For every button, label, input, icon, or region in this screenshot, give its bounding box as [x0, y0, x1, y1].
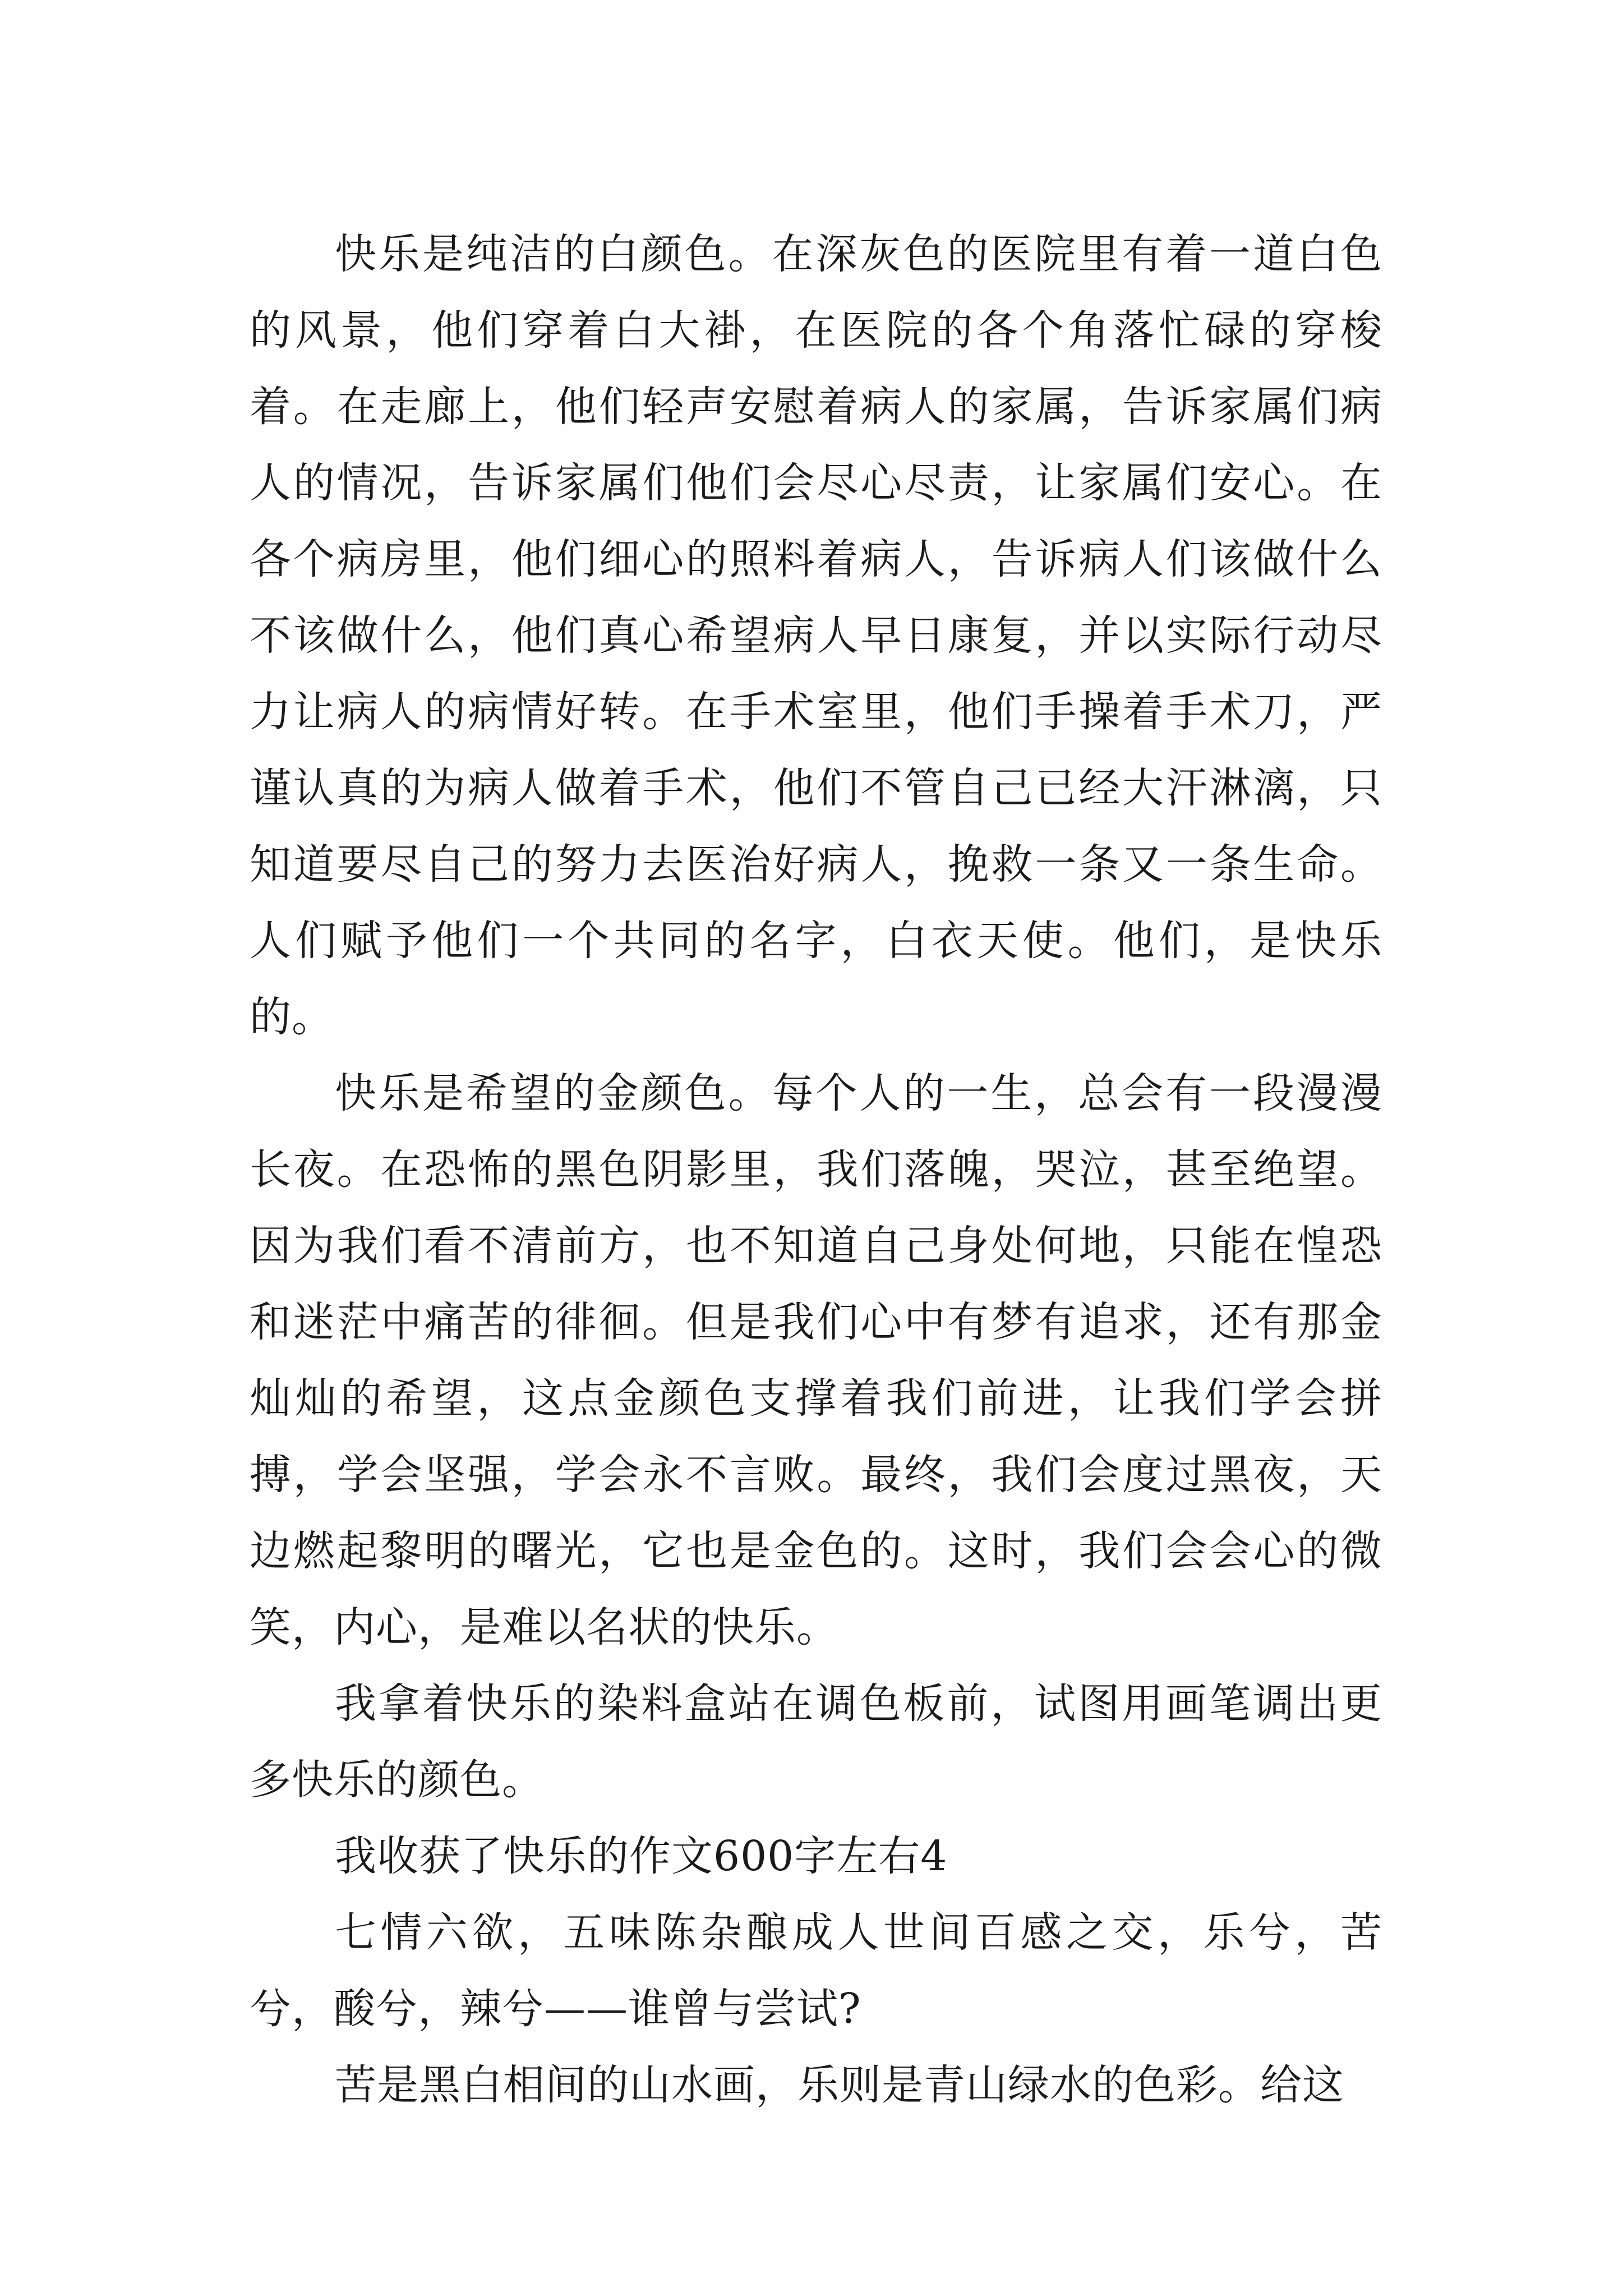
- essay-heading: 我收获了快乐的作文600字左右4: [335, 1832, 948, 1880]
- paragraph-gold-color: 快乐是希望的金颜色。每个人的一生，总会有一段漫漫长夜。在恐怖的黑色阴影里，我们落魄，哭泣，甚至绝望。因为我们看不清前方，也不知道自己身处何地，只能在惶恐和迷茫中痛苦的徘徊。但是我们心中有梦有追求，还有那金灿灿的希望，这点金颜色支撑着我们前进，让我们学会拼搏，学会坚强，学会永不言败。最终，我们会度过黑夜，天边燃起黎明的曙光，它也是金色的。这时，我们会会心的微笑，内心，是难以名状的快乐。: [250, 1069, 1382, 1651]
- paragraph-palette: 我拿着快乐的染料盒站在调色板前，试图用画笔调出更多快乐的颜色。: [250, 1680, 1382, 1804]
- paragraph-seven-emotions: 七情六欲，五味陈杂酿成人世间百感之交，乐兮，苦兮，酸兮，辣兮——谁曾与尝试?: [250, 1908, 1382, 2033]
- document-page: [250, 216, 1382, 2123]
- paragraph-white-color: 快乐是纯洁的白颜色。在深灰色的医院里有着一道白色的风景，他们穿着白大褂，在医院的各个角落忙碌的穿梭着。在走廊上，他们轻声安慰着病人的家属，告诉家属们病人的情况，告诉家属们他们会尽心尽责，让家属们安心。在各个病房里，他们细心的照料着病人，告诉病人们该做什么不该做什么，他们真心希望病人早日康复，并以实际行动尽力让病人的病情好转。在手术室里，他们手操着手术刀，严谨认真的为病人做着手术，他们不管自己已经大汗淋漓，只知道要尽自己的努力去医治好病人，挽救一条又一条生命。人们赋予他们一个共同的名字，白衣天使。他们，是快乐的。: [250, 230, 1382, 1041]
- paragraph-landscape: 苦是黑白相间的山水画，乐则是青山绿水的色彩。给这: [335, 2061, 1344, 2109]
